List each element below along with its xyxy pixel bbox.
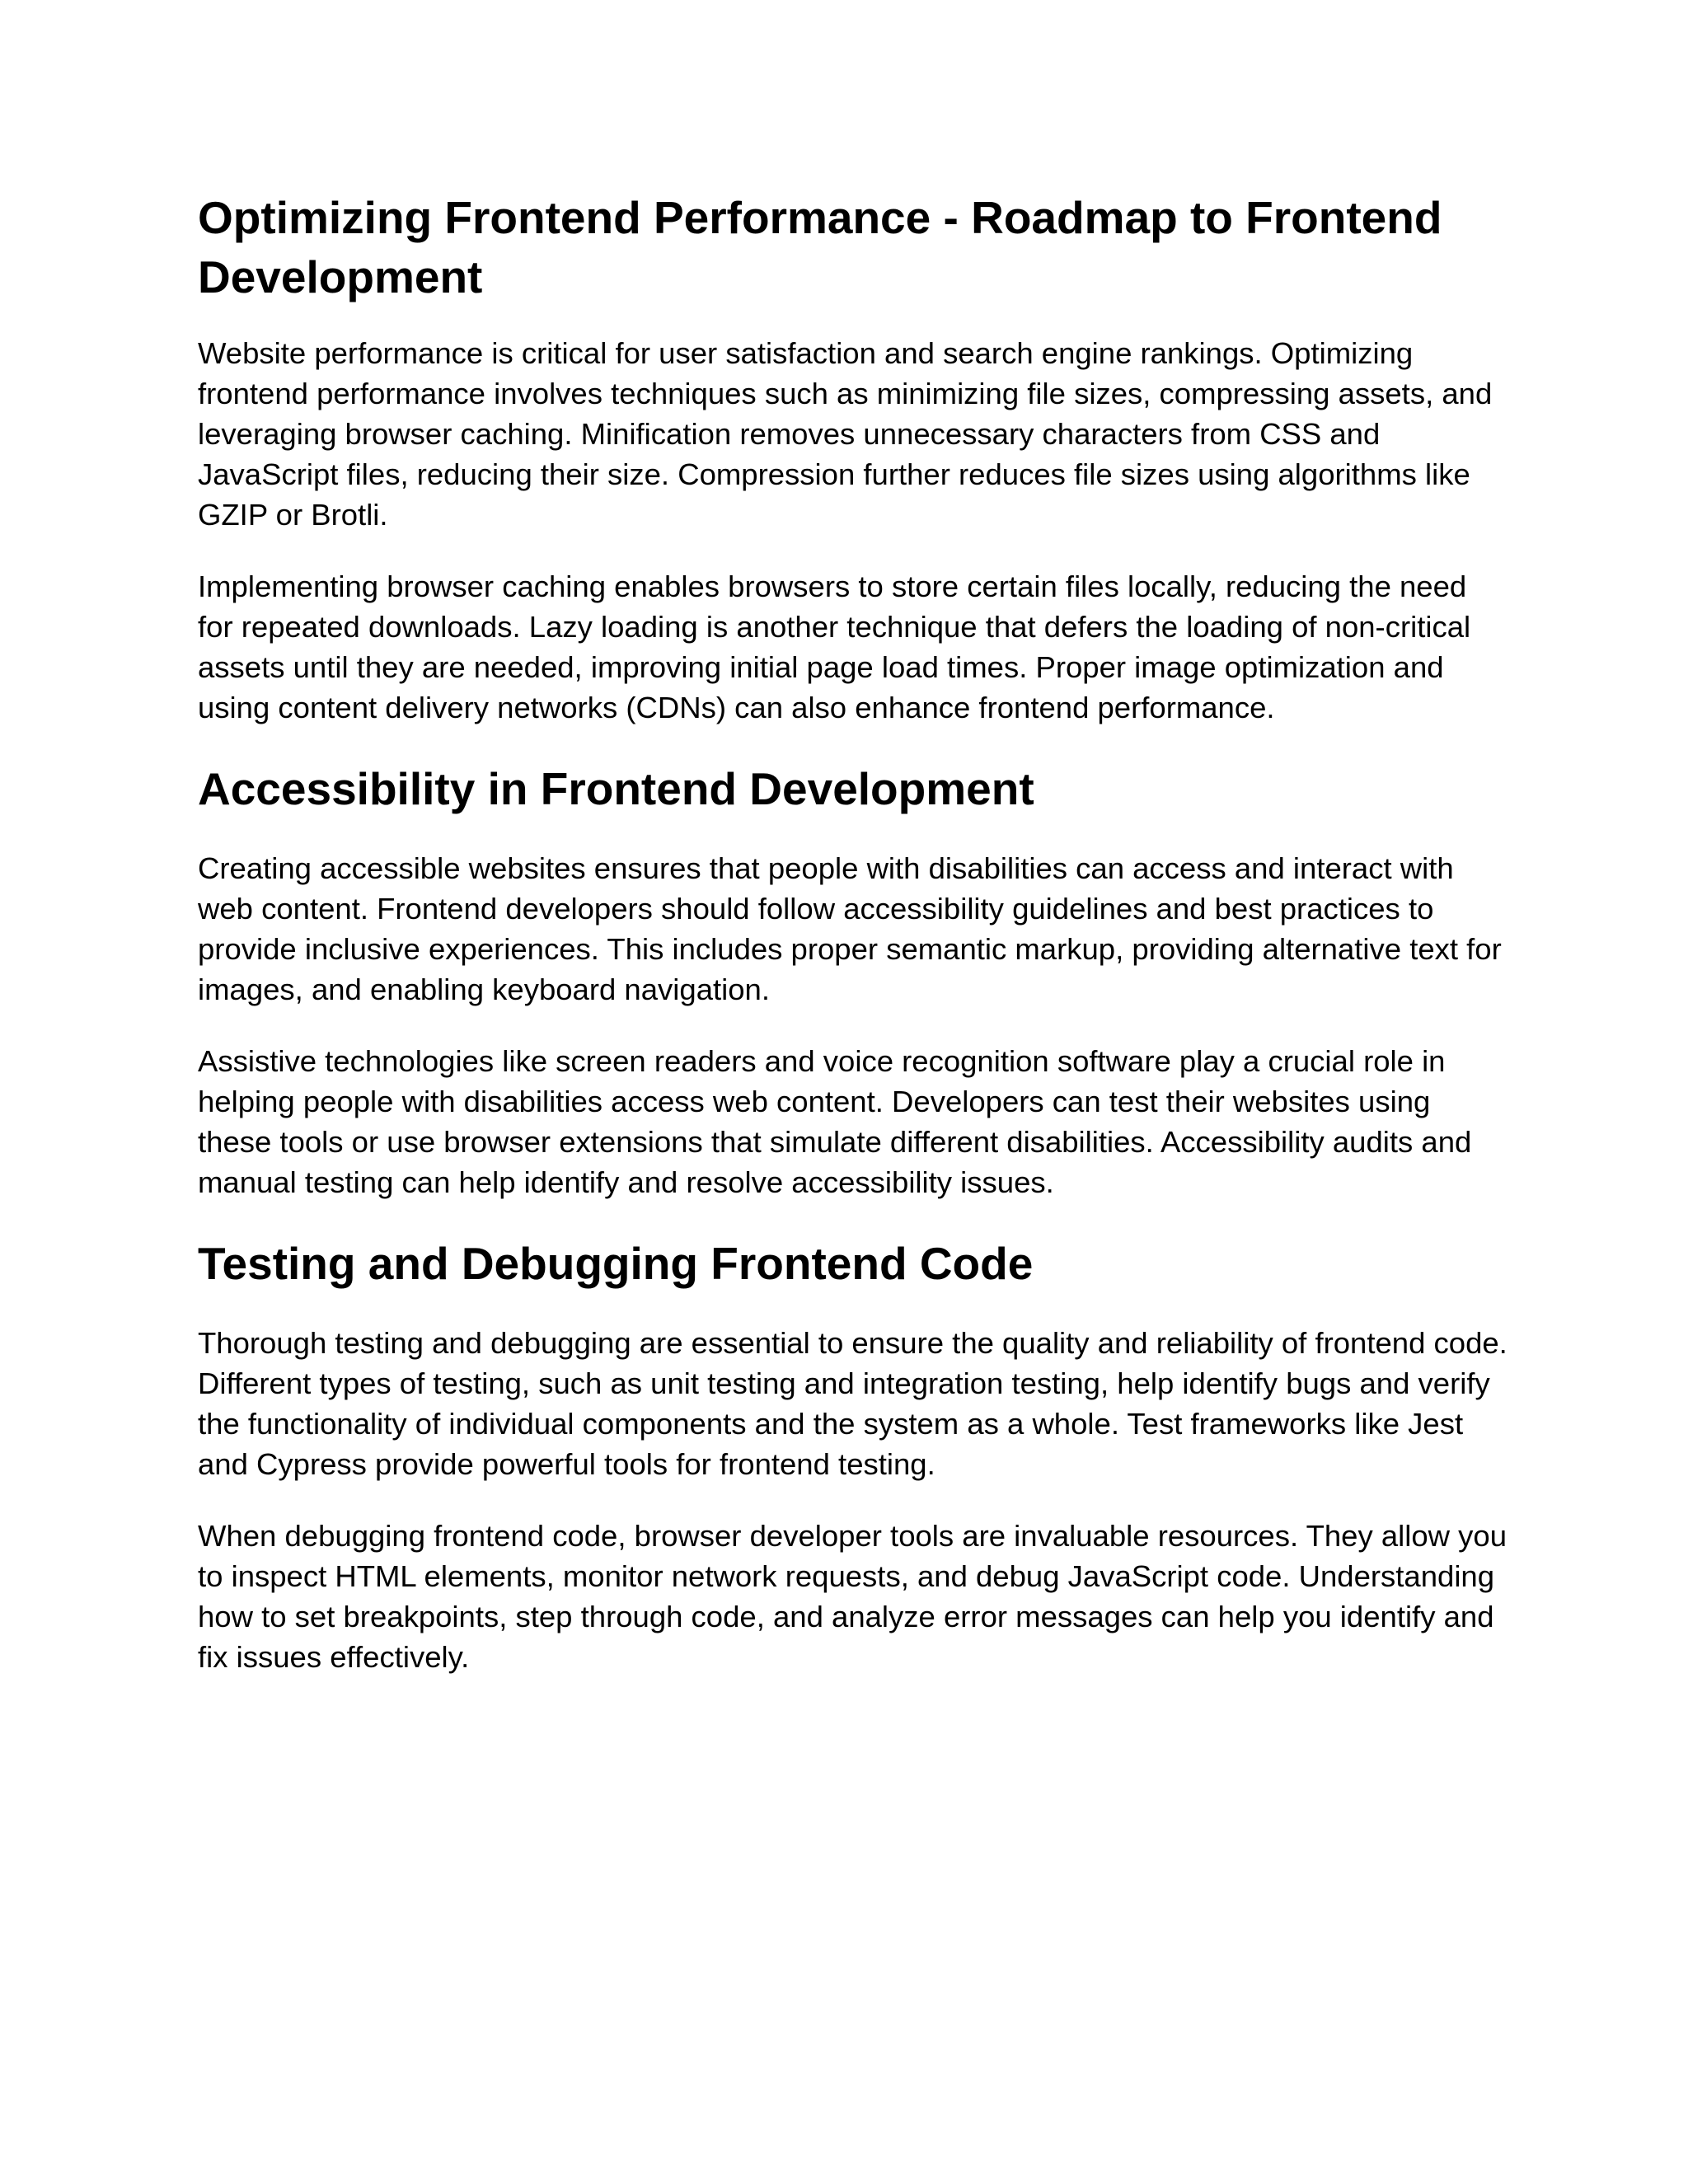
section-heading: Accessibility in Frontend Development xyxy=(198,763,1034,814)
section-heading: Testing and Debugging Frontend Code xyxy=(198,1238,1034,1289)
intro-section xyxy=(198,333,1508,728)
document-content xyxy=(198,188,1508,1708)
section-testing-debugging xyxy=(198,1234,1508,1677)
paragraph: When debugging frontend code, browser developer tools are invaluable resources. They allow you to inspect HTML elements, monitor network requests, and debug JavaScript code. Understanding how to set breakpoints, step through code, and analyze error messages can help you identify and fix issues effectively. xyxy=(198,1519,1507,1674)
paragraph: Implementing browser caching enables browsers to store certain files locally, reducing the need for repeated downloads. Lazy loading is another technique that defers the loading of non-critical assets until they are needed, improving initial page load times. Proper image optimization and using content delivery networks (CDNs) can also enhance frontend performance. xyxy=(198,569,1471,724)
paragraph: Website performance is critical for user satisfaction and search engine rankings. Optimizing frontend performance involves techniques such as minimizing file sizes, compressing assets, and leveraging browser caching. Minification removes unnecessary characters from CSS and JavaScript files, reducing their size. Compression further reduces file sizes using algorithms like GZIP or Brotli. xyxy=(198,336,1493,532)
section-accessibility xyxy=(198,759,1508,1202)
page-title: Optimizing Frontend Performance - Roadmap to Frontend Development xyxy=(198,192,1442,302)
paragraph: Assistive technologies like screen readers and voice recognition software play a crucial role in helping people with disabilities access web content. Developers can test their websites using these tools or use browser extensions that simulate different disabilities. Accessibility audits and manual testing can help identify and resolve accessibility issues. xyxy=(198,1044,1472,1199)
paragraph: Creating accessible websites ensures that people with disabilities can access and interact with web content. Frontend developers should follow accessibility guidelines and best practices to provide inclusive experiences. This includes proper semantic markup, providing alternative text for images, and enabling keyboard navigation. xyxy=(198,851,1502,1006)
paragraph: Thorough testing and debugging are essential to ensure the quality and reliability of frontend code. Different types of testing, such as unit testing and integration testing, help identify bugs and verify the functionality of individual components and the system as a whole. Test frameworks like Jest and Cypress provide powerful tools for frontend testing. xyxy=(198,1326,1507,1481)
